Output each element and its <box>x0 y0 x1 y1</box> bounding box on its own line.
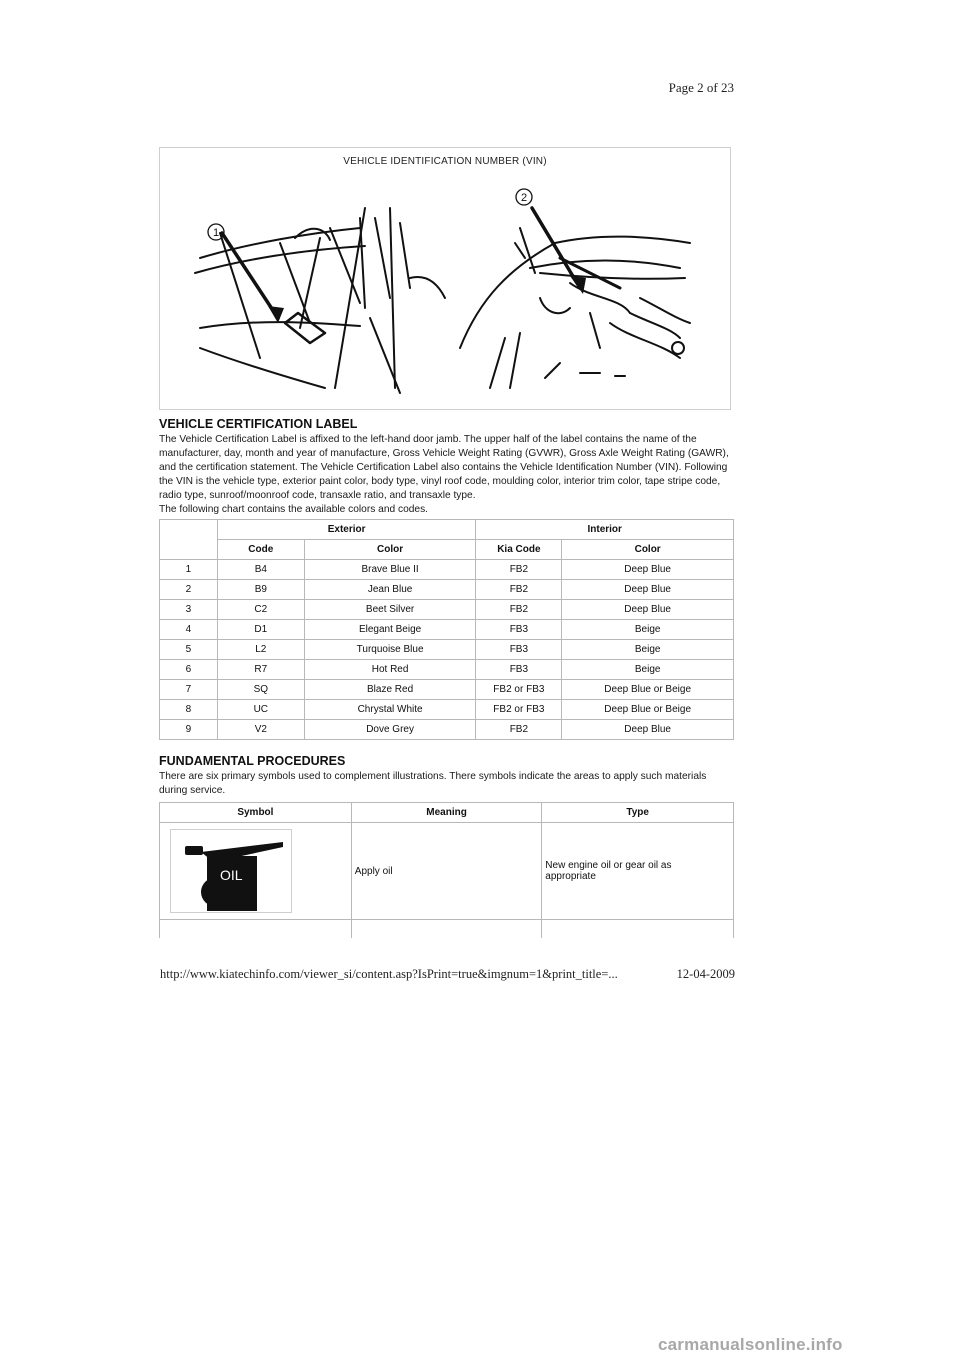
page-number: Page 2 of 23 <box>668 80 734 95</box>
row-number-cell: 4 <box>160 620 218 640</box>
exterior-code-cell: B4 <box>217 560 304 580</box>
symbol-cell <box>160 823 352 920</box>
oil-symbol <box>170 829 292 913</box>
col-header-code: Code <box>217 540 304 560</box>
table-row <box>160 823 734 920</box>
table-row <box>160 720 734 740</box>
group-header-interior: Interior <box>476 520 734 540</box>
row-number-cell: 9 <box>160 720 218 740</box>
exterior-code-cell: SQ <box>217 680 304 700</box>
exterior-color-cell: Hot Red <box>304 660 476 680</box>
interior-color-cell: Deep Blue or Beige <box>562 680 734 700</box>
interior-color-cell: Beige <box>562 620 734 640</box>
row-number-cell: 7 <box>160 680 218 700</box>
exterior-color-cell: Jean Blue <box>304 580 476 600</box>
row-number-cell: 6 <box>160 660 218 680</box>
certification-text <box>159 433 734 517</box>
footer-url: http://www.kiatechinfo.com/viewer_si/content.asp?IsPrint=true&imgnum=1&print_title=... <box>160 967 618 981</box>
exterior-color-cell: Chrystal White <box>304 700 476 720</box>
col-header-kia-code: Kia Code <box>476 540 562 560</box>
interior-color-cell: Deep Blue <box>562 580 734 600</box>
kia-code-cell: FB2 <box>476 580 562 600</box>
kia-code-cell: FB3 <box>476 660 562 680</box>
exterior-code-cell: V2 <box>217 720 304 740</box>
row-number-cell: 1 <box>160 560 218 580</box>
exterior-code-cell: B9 <box>217 580 304 600</box>
col-header-type: Type <box>542 803 734 823</box>
table-row <box>160 700 734 720</box>
oil-can-icon <box>171 830 291 912</box>
color-codes-table <box>159 519 734 740</box>
col-header-interior-color: Color <box>562 540 734 560</box>
kia-code-cell: FB3 <box>476 640 562 660</box>
exterior-color-cell: Brave Blue II <box>304 560 476 580</box>
exterior-code-cell: L2 <box>217 640 304 660</box>
exterior-color-cell: Elegant Beige <box>304 620 476 640</box>
site-watermark: carmanualsonline.info <box>658 1335 843 1354</box>
exterior-code-cell: UC <box>217 700 304 720</box>
exterior-color-cell: Turquoise Blue <box>304 640 476 660</box>
row-number-cell: 2 <box>160 580 218 600</box>
oil-symbol-label: OIL <box>220 867 243 883</box>
vin-location-figure <box>159 147 731 410</box>
kia-code-cell: FB2 or FB3 <box>476 680 562 700</box>
exterior-code-cell: D1 <box>217 620 304 640</box>
exterior-color-cell: Dove Grey <box>304 720 476 740</box>
callout-1-label: 1 <box>212 227 220 239</box>
interior-color-cell: Deep Blue <box>562 560 734 580</box>
vin-line-drawing <box>160 148 730 409</box>
row-number-cell: 8 <box>160 700 218 720</box>
table-row <box>160 640 734 660</box>
type-cell: New engine oil or gear oil as appropriate <box>542 823 734 920</box>
procedures-text <box>159 770 734 798</box>
row-number-cell: 5 <box>160 640 218 660</box>
certification-title: VEHICLE CERTIFICATION LABEL <box>159 417 358 431</box>
kia-code-cell: FB2 <box>476 720 562 740</box>
table-row <box>160 680 734 700</box>
interior-color-cell: Beige <box>562 640 734 660</box>
certification-paragraph: The Vehicle Certification Label is affixed to the left-hand door jamb. The upper half of the label contains the name of the manufacturer, day, month and year of manufacture, Gross Vehicle Weight Rating (GVWR), Gross Axle Weight Rating (GAWR), and the certification statement. The Vehicle Certification Label also contains the Vehicle Identification Number (VIN). Following the VIN is the vehicle type, exterior paint color, body type, vinyl roof code, moulding color, interior trim color, tape stripe code, radio type, sunroof/moonroof code, transaxle ratio, and transaxle type. <box>159 434 729 501</box>
table-corner-cell <box>160 520 218 560</box>
footer-date: 12-04-2009 <box>676 967 735 981</box>
table-row <box>160 600 734 620</box>
table-row <box>160 560 734 580</box>
exterior-color-cell: Blaze Red <box>304 680 476 700</box>
callout-2-label: 2 <box>520 192 528 204</box>
procedures-paragraph: There are six primary symbols used to complement illustrations. There symbols indicate the areas to apply such materials during service. <box>159 771 707 796</box>
kia-code-cell: FB2 <box>476 600 562 620</box>
interior-color-cell: Beige <box>562 660 734 680</box>
exterior-code-cell: R7 <box>217 660 304 680</box>
table-row <box>160 660 734 680</box>
col-header-meaning: Meaning <box>351 803 542 823</box>
footer <box>160 967 735 982</box>
col-header-color: Color <box>304 540 476 560</box>
table-row-cut <box>160 920 734 939</box>
symbols-table <box>159 802 734 938</box>
kia-code-cell: FB2 <box>476 560 562 580</box>
col-header-symbol: Symbol <box>160 803 352 823</box>
group-header-exterior: Exterior <box>217 520 476 540</box>
certification-chart-intro: The following chart contains the available colors and codes. <box>159 504 428 515</box>
interior-color-cell: Deep Blue <box>562 720 734 740</box>
interior-color-cell: Deep Blue <box>562 600 734 620</box>
interior-color-cell: Deep Blue or Beige <box>562 700 734 720</box>
table-row <box>160 620 734 640</box>
kia-code-cell: FB2 or FB3 <box>476 700 562 720</box>
exterior-code-cell: C2 <box>217 600 304 620</box>
kia-code-cell: FB3 <box>476 620 562 640</box>
procedures-title: FUNDAMENTAL PROCEDURES <box>159 754 346 768</box>
meaning-cell: Apply oil <box>351 823 542 920</box>
table-row <box>160 580 734 600</box>
exterior-color-cell: Beet Silver <box>304 600 476 620</box>
figure-caption: VEHICLE IDENTIFICATION NUMBER (VIN) <box>343 156 547 167</box>
row-number-cell: 3 <box>160 600 218 620</box>
